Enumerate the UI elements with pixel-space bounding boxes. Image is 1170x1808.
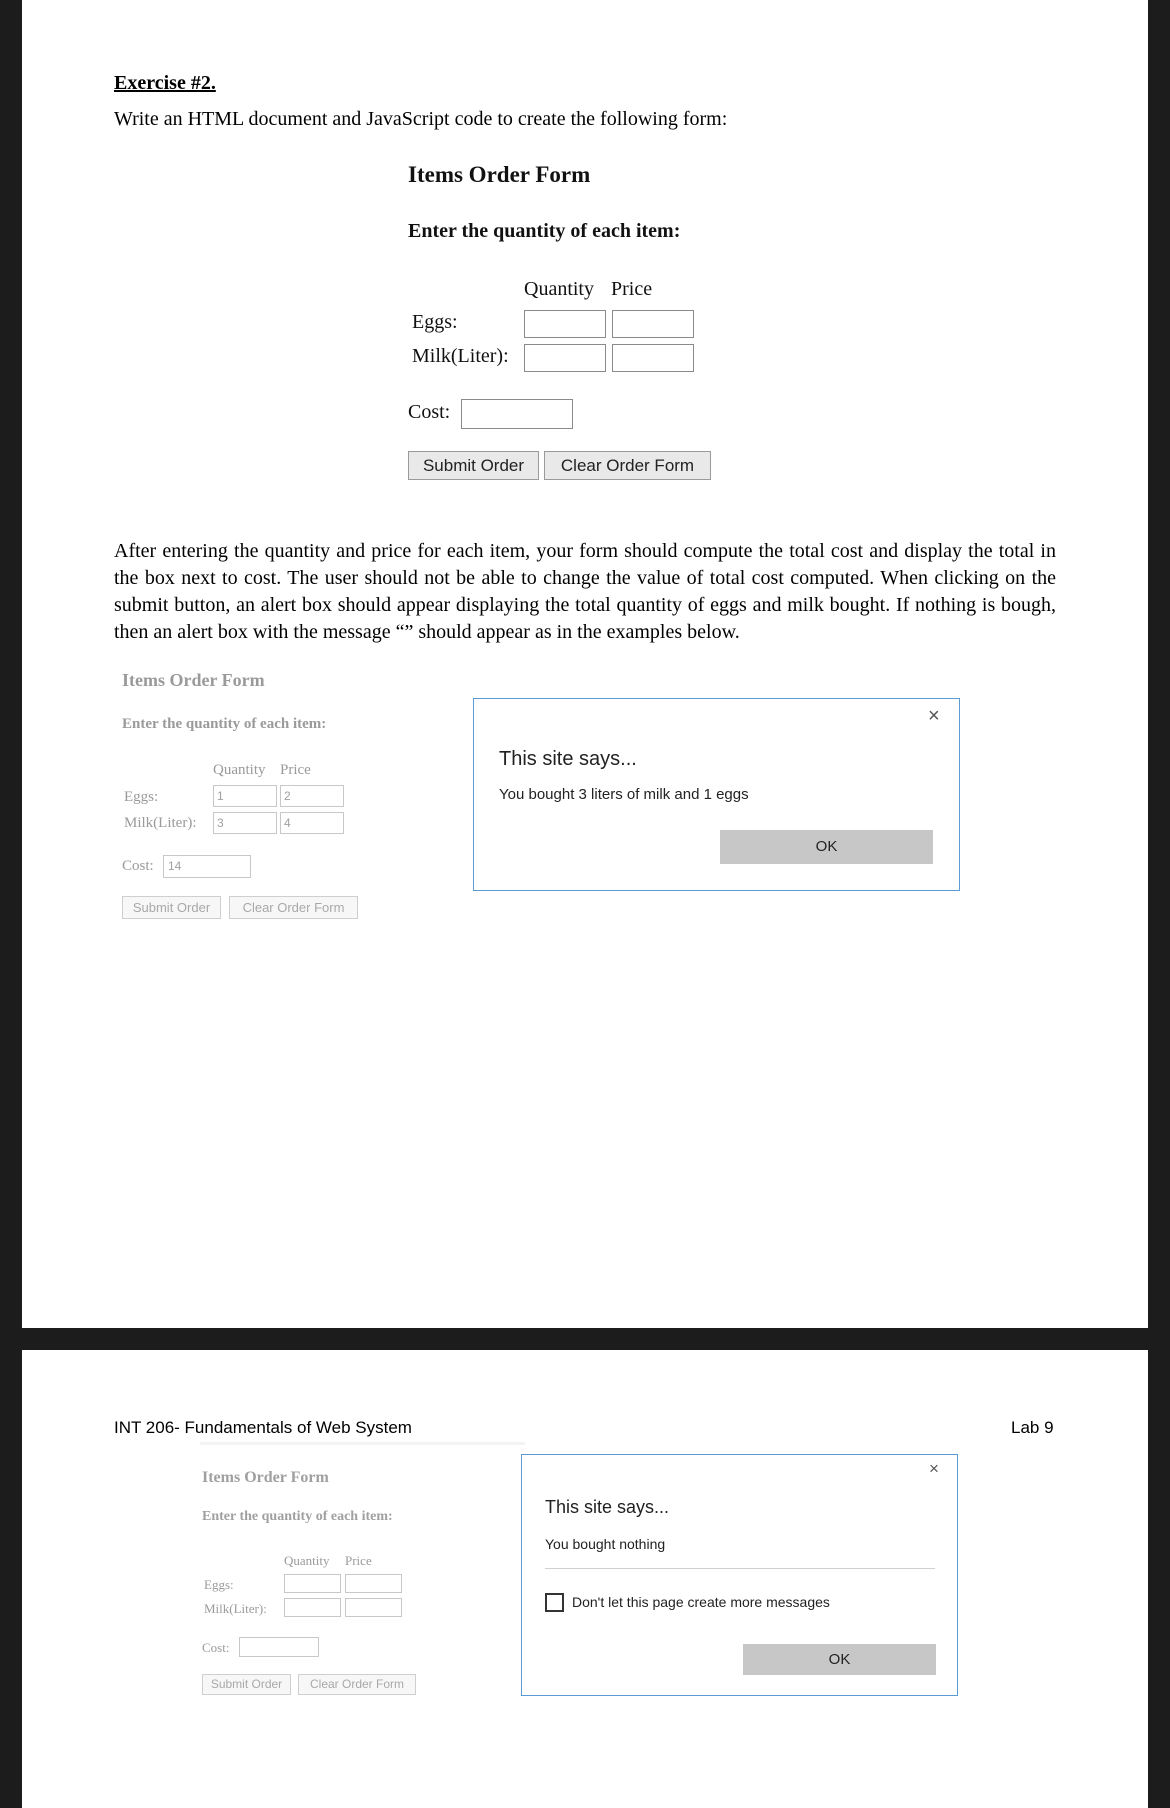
form-title: Items Order Form (408, 162, 591, 187)
ok-button[interactable]: OK (720, 830, 933, 864)
close-icon[interactable]: × (928, 705, 940, 727)
example2-col-price: Price (345, 1553, 372, 1568)
document-page-1 (22, 0, 1148, 1328)
ok-button[interactable]: OK (743, 1644, 936, 1675)
example2-milk-quantity[interactable] (284, 1598, 341, 1617)
example-cost-label: Cost: (122, 858, 154, 874)
row-label-eggs: Eggs: (412, 311, 458, 333)
cost-output (461, 399, 573, 429)
dialog-separator (545, 1568, 935, 1569)
description-text: After entering the quantity and price for each item, your form should compute the total cost and display the total in the box next to cost. The user should not be able to change the value of total cost computed. When clicking on the submit button, an alert box should appear displaying the total quantity of eggs and milk bought. If nothing is bough, then an alert box with the message “” should appear as in the examples below. (114, 540, 1056, 643)
cost-label: Cost: (408, 401, 451, 423)
example2-cost-label: Cost: (202, 1640, 230, 1655)
example2-eggs-price[interactable] (345, 1574, 402, 1593)
example2-form-subtitle: Enter the quantity of each item: (202, 1509, 393, 1524)
example2-col-quantity: Quantity (284, 1553, 330, 1568)
example2-milk-price[interactable] (345, 1598, 402, 1617)
example2-cost-output (239, 1637, 319, 1657)
example-milk-quantity[interactable]: 3 (213, 812, 277, 834)
row-label-milk: Milk(Liter): (412, 345, 509, 367)
example2-row-eggs: Eggs: (204, 1577, 234, 1592)
example-cost-output: 14 (163, 855, 251, 878)
eggs-price-input[interactable] (612, 310, 694, 338)
suppress-messages-checkbox[interactable] (545, 1593, 564, 1612)
eggs-quantity-input[interactable] (524, 310, 606, 338)
dialog-message: You bought nothing (545, 1536, 666, 1552)
example-row-milk: Milk(Liter): (124, 815, 197, 831)
close-icon[interactable]: × (929, 1459, 939, 1478)
alert-dialog-nothing (521, 1454, 958, 1696)
example2-row-milk: Milk(Liter): (204, 1601, 267, 1616)
dialog-message: You bought 3 liters of milk and 1 eggs (499, 786, 749, 803)
course-header: INT 206- Fundamentals of Web System (114, 1418, 412, 1437)
example2-form-title: Items Order Form (202, 1469, 329, 1486)
lab-label: Lab 9 (1011, 1418, 1054, 1437)
submit-order-button[interactable]: Submit Order (408, 451, 539, 480)
alert-dialog-bought (473, 698, 960, 891)
column-header-quantity: Quantity (524, 278, 594, 300)
example2-eggs-quantity[interactable] (284, 1574, 341, 1593)
example2-clear-button[interactable]: Clear Order Form (298, 1674, 416, 1695)
column-header-price: Price (611, 278, 653, 300)
example-milk-price[interactable]: 4 (280, 812, 344, 834)
example-form-title: Items Order Form (122, 670, 265, 690)
example-form-subtitle: Enter the quantity of each item: (122, 716, 327, 732)
exercise-heading: Exercise #2. (114, 72, 216, 94)
example-col-quantity: Quantity (213, 762, 266, 778)
document-page-2 (22, 1350, 1148, 1808)
divider (200, 1442, 525, 1445)
example-clear-button[interactable]: Clear Order Form (229, 896, 358, 919)
dialog-title: This site says... (499, 748, 637, 770)
dialog-title: This site says... (545, 1497, 670, 1517)
clear-order-form-button[interactable]: Clear Order Form (544, 451, 711, 480)
example-col-price: Price (280, 762, 311, 778)
example-submit-button[interactable]: Submit Order (122, 896, 221, 919)
suppress-messages-label: Don't let this page create more messages (572, 1594, 830, 1610)
milk-quantity-input[interactable] (524, 344, 606, 372)
example-eggs-price[interactable]: 2 (280, 785, 344, 807)
milk-price-input[interactable] (612, 344, 694, 372)
example-eggs-quantity[interactable]: 1 (213, 785, 277, 807)
form-subtitle: Enter the quantity of each item: (408, 220, 681, 242)
example2-submit-button[interactable]: Submit Order (202, 1674, 291, 1695)
intro-text: Write an HTML document and JavaScript code to create the following form: (114, 108, 728, 130)
example-row-eggs: Eggs: (124, 789, 159, 805)
